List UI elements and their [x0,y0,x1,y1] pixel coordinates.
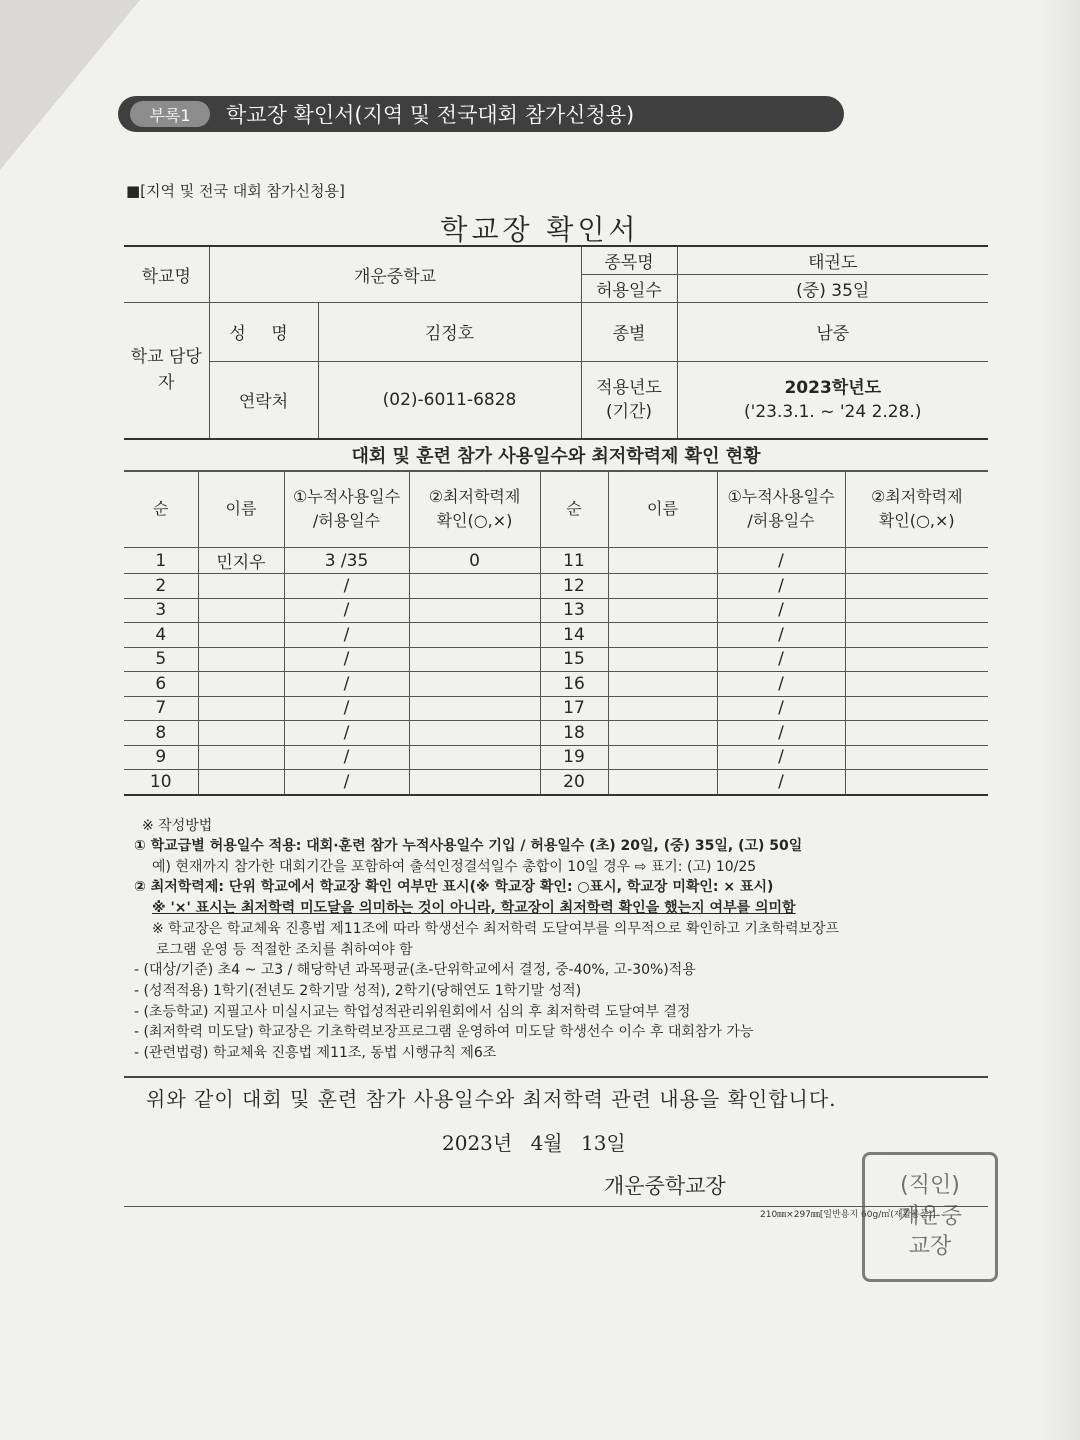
note-detail-law: - (관련법령) 학교체육 진흥법 제11조, 동법 시행규칙 제6조 [134,1045,497,1062]
cell-days-left: / [284,721,409,746]
cell-name-left: 민지우 [198,548,284,574]
cell-seq-left: 9 [124,745,198,770]
applicable-year-value-2: ('23.3.1. ~ '24 2.28.) [744,401,922,422]
cell-name-left [198,696,284,721]
notes-block [134,836,994,1064]
cell-name-right [608,623,717,648]
cell-name-right [608,696,717,721]
official-seal-stamp [862,1152,998,1282]
col-min-left-2: 확인(○,×) [436,511,513,530]
cell-days-left: / [284,598,409,623]
document-title: 학교장 확인서 [440,213,640,246]
cell-days-right: / [717,623,845,648]
cell-name-left [198,598,284,623]
division-label: 종별 [581,302,677,361]
table-row [124,623,988,648]
notes-heading: ※ 작성방법 [142,818,213,834]
contact-label: 연락처 [209,361,318,439]
cell-seq-left: 2 [124,574,198,599]
contact-value: (02)-6011-6828 [318,361,581,439]
confirmation-statement: 위와 같이 대회 및 훈련 참가 사용일수와 최저학력 관련 내용을 확인합니다. [146,1087,837,1111]
cell-min-left [409,745,540,770]
cell-days-right: / [717,647,845,672]
cell-seq-left: 6 [124,672,198,697]
applicable-year-label-1: 적용년도 [596,377,662,398]
cell-min-left [409,721,540,746]
cell-name-left [198,647,284,672]
cell-days-right: / [717,696,845,721]
note-2: ② 최저학력제: 단위 학교에서 학교장 확인 여부만 표시(※ 학교장 확인: ○표시, 학교장 미확인: × 표시) [134,879,774,896]
school-info-table [124,245,988,440]
applicable-year-label-2: (기간) [605,401,653,422]
cell-seq-right: 20 [540,770,608,795]
cell-min-right [845,770,988,795]
cell-days-right: / [717,672,845,697]
manager-label: 학교 담당자 [124,302,209,439]
col-days-left-2: /허용일수 [312,511,381,530]
cell-min-left [409,574,540,599]
col-seq-left: 순 [124,471,198,548]
seal-line-1: (직인) [900,1172,960,1198]
table-row [124,696,988,721]
cell-days-right: / [717,598,845,623]
banner-title: 학교장 확인서(지역 및 전국대회 참가신청용) [226,103,635,127]
cell-days-left: 3 /35 [284,548,409,574]
cell-min-left [409,623,540,648]
cell-min-right [845,745,988,770]
cell-name-right [608,721,717,746]
col-min-right [845,471,988,548]
school-name-label: 학교명 [124,246,209,302]
cell-min-left [409,647,540,672]
cell-min-right [845,574,988,599]
manager-name-label: 성 명 [209,302,318,361]
note-1: ① 학교급별 허용일수 적용: 대회·훈련 참가 누적사용일수 기입 / 허용일수 (초) 20일, (중) 35일, (고) 50일 [134,838,803,854]
table-row [124,598,988,623]
cell-days-left: / [284,770,409,795]
cell-min-right [845,672,988,697]
cell-seq-right: 11 [540,548,608,574]
cell-seq-right: 13 [540,598,608,623]
cell-seq-right: 15 [540,647,608,672]
cell-min-right [845,721,988,746]
cell-days-right: / [717,721,845,746]
cell-min-left: 0 [409,548,540,574]
cell-name-left [198,745,284,770]
table-row [124,770,988,795]
allowed-days-value: (중) 35일 [677,274,988,302]
appendix-banner [118,96,844,132]
manager-name-value: 김정호 [318,302,581,361]
cell-min-right [845,647,988,672]
cell-name-left [198,770,284,795]
cell-name-left [198,672,284,697]
cell-name-right [608,574,717,599]
col-min-left [409,471,540,548]
table-row [124,721,988,746]
cell-min-right [845,548,988,574]
applicable-year-label [581,361,677,439]
cell-seq-left: 4 [124,623,198,648]
cell-days-right: / [717,548,845,574]
sport-label: 종목명 [581,246,677,274]
cell-days-left: / [284,574,409,599]
note-2-duty-1: ※ 학교장은 학교체육 진흥법 제11조에 따라 학생선수 최저학력 도달여부를 의무적으로 확인하고 기초학력보장프 [152,920,840,937]
cell-seq-right: 16 [540,672,608,697]
seal-line-2: 개운중 [898,1203,962,1229]
col-seq-right: 순 [540,471,608,548]
cell-days-left: / [284,745,409,770]
paper-spec: 210㎜×297㎜[일반용지 60g/㎡(재활용품)] [760,1210,936,1220]
applicable-year-value [677,361,988,439]
cell-name-left [198,721,284,746]
cell-name-left [198,574,284,599]
note-detail-unmet: - (최저학력 미도달) 학교장은 기초학력보장프로그램 운영하여 미도달 학생선수 이수 후 대회참가 가능 [134,1024,754,1041]
cell-seq-left: 8 [124,721,198,746]
divider-line [124,1076,988,1078]
col-days-right-2: /허용일수 [747,511,815,530]
seal-line-3: 교장 [908,1234,952,1260]
col-days-left-1: ①누적사용일수 [292,487,401,506]
allowed-days-label: 허용일수 [581,274,677,302]
signer-title: 개운중학교장 [604,1174,726,1198]
col-min-right-2: 확인(○,×) [878,511,955,530]
cell-seq-left: 10 [124,770,198,795]
cell-seq-left: 5 [124,647,198,672]
cell-name-right [608,745,717,770]
note-2-caution: ※ '×' 표시는 최저학력 미도달을 의미하는 것이 아니라, 학교장이 최저학력 확인을 했는지 여부를 의미함 [152,900,796,917]
table-row [124,647,988,672]
table-row [124,672,988,697]
note-1-example: 예) 현재까지 참가한 대회기간을 포함하여 출석인정결석일수 총합이 10일 경우 ⇨ 표기: (고) 10/25 [152,858,757,875]
cell-min-left [409,770,540,795]
note-detail-grades: - (성적적용) 1학기(전년도 2학기말 성적), 2학기(당해연도 1학기말 성적) [134,982,582,999]
note-detail-elementary: - (초등학교) 지필고사 미실시교는 학업성적관리위원회에서 심의 후 최저학력 도달여부 결정 [134,1003,691,1020]
note-2-duty-2: 로그램 운영 등 적절한 조치를 취하여야 함 [156,941,413,958]
cell-days-right: / [717,574,845,599]
table-row [124,745,988,770]
cell-seq-right: 14 [540,623,608,648]
cell-seq-right: 17 [540,696,608,721]
col-min-right-1: ②최저학력제 [870,487,963,506]
form-category-tag: ■[지역 및 전국 대회 참가신청용] [126,182,345,200]
sport-value: 태권도 [677,246,988,274]
cell-min-right [845,696,988,721]
cell-seq-right: 12 [540,574,608,599]
cell-days-left: / [284,647,409,672]
col-days-right-1: ①누적사용일수 [727,487,835,506]
cell-seq-left: 1 [124,548,198,574]
cell-min-left [409,696,540,721]
issue-date: 2023년 4월 13일 [442,1131,626,1155]
col-name-left: 이름 [198,471,284,548]
cell-name-right [608,770,717,795]
appendix-badge: 부록1 [130,101,210,127]
cell-days-right: / [717,770,845,795]
col-days-left [284,471,409,548]
cell-min-right [845,598,988,623]
cell-min-left [409,598,540,623]
cell-min-right [845,623,988,648]
table-row [124,548,988,574]
col-min-left-1: ②최저학력제 [428,487,521,506]
cell-seq-right: 19 [540,745,608,770]
cell-days-left: / [284,623,409,648]
cell-seq-left: 3 [124,598,198,623]
col-days-right [717,471,845,548]
cell-name-right [608,672,717,697]
cell-name-right [608,598,717,623]
school-name-value: 개운중학교 [209,246,581,302]
cell-days-left: / [284,672,409,697]
table-row [124,574,988,599]
division-value: 남중 [677,302,988,361]
cell-seq-left: 7 [124,696,198,721]
cell-name-left [198,623,284,648]
applicable-year-value-1: 2023학년도 [784,377,882,398]
page-corner-shadow [0,0,140,170]
cell-name-right [608,548,717,574]
cell-seq-right: 18 [540,721,608,746]
usage-table [124,470,988,796]
cell-name-right [608,647,717,672]
col-name-right: 이름 [608,471,717,548]
cell-min-left [409,672,540,697]
usage-header-row [124,471,988,548]
cell-days-left: / [284,696,409,721]
usage-section-title: 대회 및 훈련 참가 사용일수와 최저학력제 확인 현황 [124,442,988,472]
note-detail-target: - (대상/기준) 초4 ~ 고3 / 해당학년 과목평균(초-단위학교에서 결정, 중-40%, 고-30%)적용 [134,962,696,979]
cell-days-right: / [717,745,845,770]
